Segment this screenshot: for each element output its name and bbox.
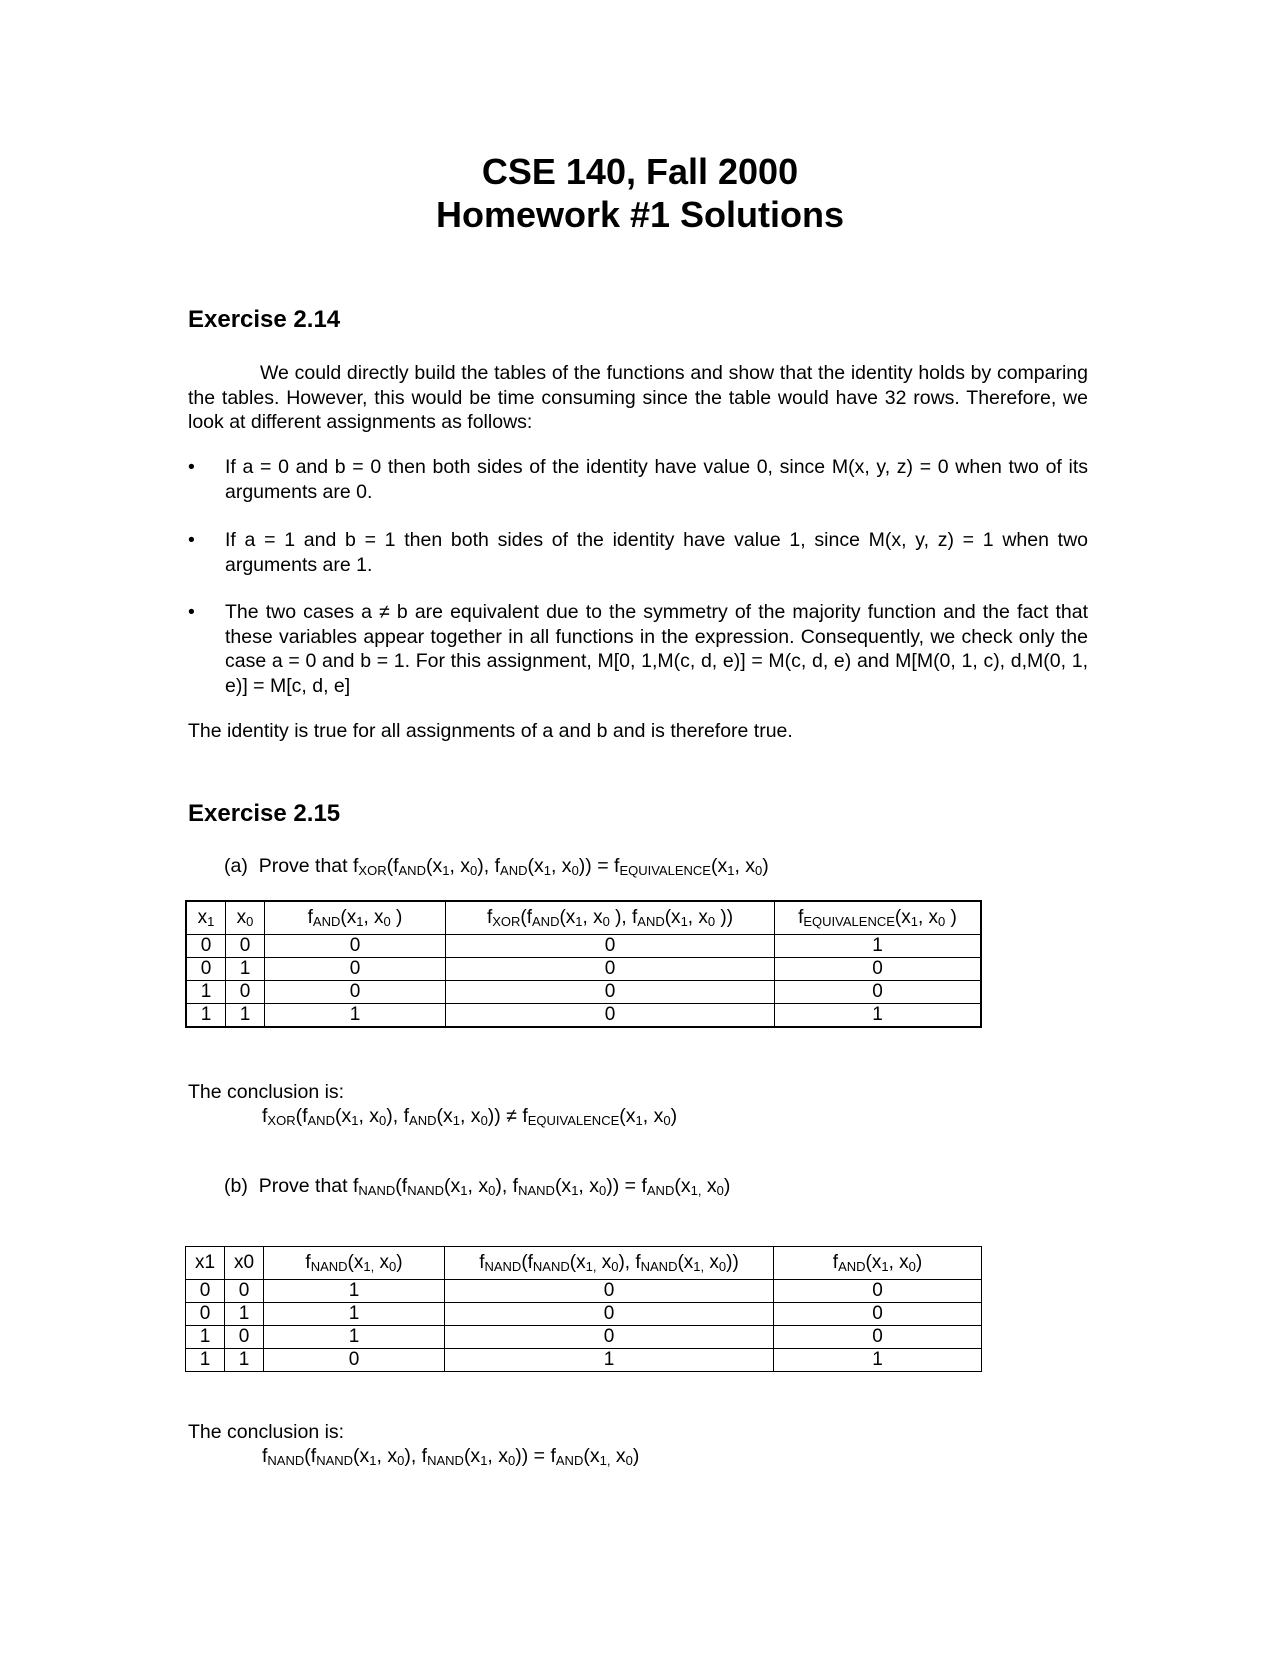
table-cell: 0	[226, 935, 265, 958]
table-cell: 0	[446, 958, 775, 981]
table-cell: 0	[265, 981, 446, 1004]
table-cell: 1	[774, 1349, 982, 1372]
header-x0: $x_0$	[226, 901, 265, 935]
table-cell: 1	[226, 958, 265, 981]
table-cell: 0	[225, 1280, 264, 1303]
table-cell: 0	[186, 958, 226, 981]
table-cell: 0	[446, 935, 775, 958]
table-cell: 0	[446, 981, 775, 1004]
table-cell: 1	[226, 1004, 265, 1028]
part-a-conclusion-formula: $f_{XOR}(f_{AND}(x_1$, $x_0$), $f_{AND}(x_1$, $x_0)) \ne f_{EQUIVALENCE}(x_1$, $x_0$)	[262, 1105, 678, 1128]
title-line-2: Homework #1 Solutions	[435, 194, 845, 235]
table-cell: 0	[264, 1349, 445, 1372]
part-b-conclusion-label: The conclusion is:	[188, 1421, 345, 1443]
page-title	[0, 150, 1280, 236]
header-fand: $f_{AND}(x_1$, $x_0$)	[774, 1247, 982, 1280]
table-cell: 0	[226, 981, 265, 1004]
bullet-item	[188, 528, 1088, 577]
header-fnand: $f_{NAND}(x_{1,}$ $x_0$)	[264, 1247, 445, 1280]
table-row	[186, 1349, 982, 1372]
table-cell: 1	[264, 1280, 445, 1303]
table-row	[186, 1326, 982, 1349]
header-fnand-nested: $f_{NAND}(f_{NAND}(x_{1,}$ $x_0$), $f_{NAND}(x_{1,}$ $x_0$))	[445, 1247, 774, 1280]
table-cell: 1	[775, 935, 982, 958]
table-cell: 1	[775, 1004, 982, 1028]
table-cell: 0	[445, 1303, 774, 1326]
bullet-item	[188, 600, 1088, 698]
bullet-text: If a = 0 and b = 0 then both sides of the identity have value 0, since M(x, y, z) = 0 when two of its arguments are 0.	[225, 456, 1088, 503]
table-row	[186, 1303, 982, 1326]
table-cell: 1	[186, 1004, 226, 1028]
part-b-prove-text: Prove that	[258, 1175, 348, 1197]
part-a-statement: (a) Prove that $f_{XOR}(f_{AND}(x_1$, $x_0$), $f_{AND}(x_1$, $x_0)) = f_{EQUIVALENCE}(x_1$, $x_0$)	[224, 855, 769, 878]
truth-table-a	[185, 900, 982, 1028]
table-cell: 0	[445, 1326, 774, 1349]
part-b-label: (b)	[224, 1175, 248, 1197]
table-row	[186, 1280, 982, 1303]
exercise-2-14-conclusion: The identity is true for all assignments of a and b and is therefore true.	[188, 720, 793, 742]
table-header-row	[186, 1247, 982, 1280]
table-cell: 0	[225, 1326, 264, 1349]
table-cell: 1	[445, 1349, 774, 1372]
bullet-icon: •	[188, 529, 195, 551]
header-fand: $f_{AND}(x_1$, $x_0$ )	[265, 901, 446, 935]
table-cell: 0	[265, 935, 446, 958]
table-cell: 1	[265, 1004, 446, 1028]
bullet-text: The two cases a ≠ b are equivalent due to the symmetry of the majority function and the fact that these variables appear together in all functions in the expression. Consequently, we check only the case a = 0 and b = 1. For this assignment, M[0, 1,M(c, d, e)] = M(c, d, e) and M[M(0, 1, c), d,M(0, 1, e)] = M[c, d, e]	[225, 601, 1088, 697]
header-x0: x0	[225, 1247, 264, 1280]
table-cell: 0	[445, 1280, 774, 1303]
truth-table-b	[185, 1246, 982, 1372]
table-cell: 1	[225, 1349, 264, 1372]
part-a-prove-text: Prove that	[258, 855, 348, 877]
table-cell: 0	[265, 958, 446, 981]
part-b-statement: (b) Prove that $f_{NAND}(f_{NAND}(x_1$, $x_0$), $f_{NAND}(x_1$, $x_0)) = f_{AND}(x_{1,}$ $x_0$)	[224, 1175, 731, 1198]
header-fequivalence: $f_{EQUIVALENCE}(x_1$, $x_0$ )	[775, 901, 982, 935]
table-cell: 0	[774, 1326, 982, 1349]
table-cell: 1	[186, 981, 226, 1004]
table-row	[186, 1004, 981, 1028]
header-fxor: $f_{XOR}(f_{AND}(x_1$, $x_0$ ), $f_{AND}(x_1$, $x_0$ ))	[446, 901, 775, 935]
table-cell: 0	[775, 958, 982, 981]
table-cell: 0	[774, 1303, 982, 1326]
table-cell: 0	[774, 1280, 982, 1303]
bullet-icon: •	[188, 601, 195, 623]
table-cell: 1	[264, 1303, 445, 1326]
table-cell: 1	[264, 1326, 445, 1349]
table-cell: 0	[186, 935, 226, 958]
table-cell: 1	[186, 1349, 225, 1372]
table-row	[186, 981, 981, 1004]
exercise-2-15-heading: Exercise 2.15	[188, 800, 341, 827]
table-cell: 1	[225, 1303, 264, 1326]
table-cell: 0	[775, 981, 982, 1004]
table-row	[186, 958, 981, 981]
table-cell: 1	[186, 1326, 225, 1349]
exercise-2-14-intro: We could directly build the tables of the functions and show that the identity holds by comparing the tables. However, this would be time consuming since the table would have 32 rows. Therefore, we look at different assignments as follows:	[188, 362, 1088, 433]
table-cell: 0	[186, 1280, 225, 1303]
part-a-conclusion-label: The conclusion is:	[188, 1081, 345, 1103]
part-a-label: (a)	[224, 855, 248, 877]
bullet-icon: •	[188, 456, 195, 478]
header-x1: $x_1$	[186, 901, 226, 935]
part-b-conclusion-formula: $f_{NAND}(f_{NAND}(x_1$, $x_0$), $f_{NAND}(x_1$, $x_0)) = f_{AND}(x_{1,}$ $x_0$)	[262, 1445, 640, 1468]
table-cell: 0	[186, 1303, 225, 1326]
bullet-text: If a = 1 and b = 1 then both sides of the identity have value 1, since M(x, y, z) = 1 when two arguments are 1.	[225, 529, 1088, 576]
table-cell: 0	[446, 1004, 775, 1028]
title-line-1: CSE 140, Fall 2000	[481, 151, 799, 192]
table-header-row	[186, 901, 981, 935]
header-x1: x1	[186, 1247, 225, 1280]
bullet-item	[188, 455, 1088, 504]
exercise-2-14-heading: Exercise 2.14	[188, 306, 341, 333]
table-row	[186, 935, 981, 958]
